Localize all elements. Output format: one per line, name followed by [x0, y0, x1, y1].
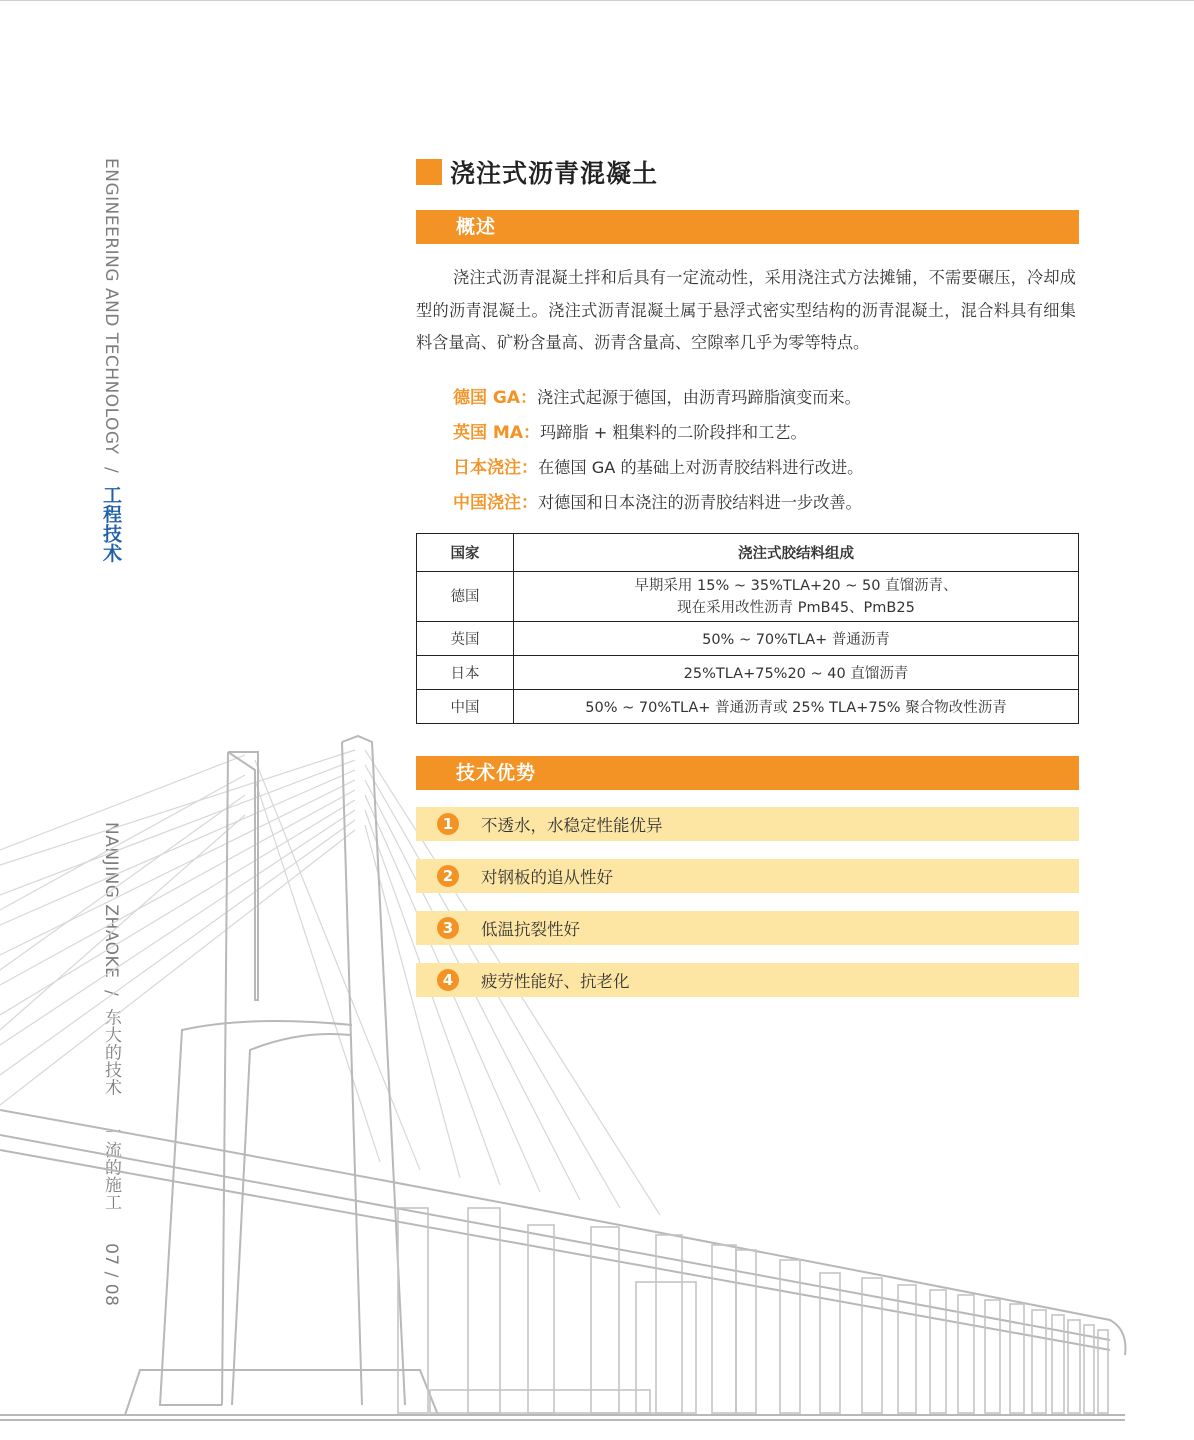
advantage-text: 对钢板的追从性好 — [481, 868, 613, 887]
composition-line: 早期采用 15% ~ 35%TLA+20 ~ 50 直馏沥青、 — [634, 577, 958, 594]
origin-text: 在德国 GA 的基础上对沥青胶结料进行改进。 — [538, 458, 864, 477]
origin-item — [453, 418, 1073, 453]
origin-text: 玛蹄脂 + 粗集料的二阶段拌和工艺。 — [540, 423, 807, 442]
origin-label: 中国浇注： — [453, 493, 538, 513]
advantage-text: 不透水，水稳定性能优异 — [481, 816, 663, 835]
table-header-row — [417, 534, 1079, 572]
table-cell-composition: 50% ~ 70%TLA+ 普通沥青或 25% TLA+75% 聚合物改性沥青 — [514, 690, 1079, 724]
title-marker-square — [416, 159, 442, 185]
table-row — [417, 656, 1079, 690]
table-row — [417, 622, 1079, 656]
origin-text: 浇注式起源于德国，由沥青玛蹄脂演变而来。 — [537, 388, 861, 407]
top-rule — [0, 0, 1194, 1]
number-circle-icon: 4 — [437, 969, 459, 991]
origin-label: 日本浇注： — [453, 458, 538, 478]
side-company-name: NANJING ZHAOKE — [101, 822, 121, 979]
composition-line: 现在采用改性沥青 PmB45、PmB25 — [677, 599, 915, 616]
origin-item — [453, 488, 1073, 523]
table-cell-country: 日本 — [417, 656, 514, 690]
binder-composition-table — [416, 533, 1079, 724]
table-cell-country: 英国 — [417, 622, 514, 656]
section-heading-overview: 概述 — [416, 210, 1079, 244]
origins-list — [453, 383, 1073, 523]
advantage-item — [416, 859, 1079, 893]
number-circle-icon: 2 — [437, 865, 459, 887]
table-header-country: 国家 — [417, 534, 514, 572]
page-number: 07 / 08 — [101, 1243, 121, 1307]
table-header-composition: 浇注式胶结料组成 — [514, 534, 1079, 572]
origin-text: 对德国和日本浇注的沥青胶结料进一步改善。 — [538, 493, 862, 512]
side-en-title: ENGINEERING AND TECHNOLOGY — [101, 158, 121, 455]
origin-item — [453, 453, 1073, 488]
side-cn-title: 工程技术 — [100, 484, 122, 563]
advantage-item — [416, 911, 1079, 945]
number-circle-icon: 1 — [437, 813, 459, 835]
origin-item — [453, 383, 1073, 418]
advantage-item — [416, 807, 1079, 841]
table-row — [417, 572, 1079, 622]
page-title: 浇注式沥青混凝土 — [450, 159, 659, 188]
table-cell-composition — [514, 572, 1079, 622]
page-title-block — [416, 157, 658, 187]
side-separator: / — [101, 990, 121, 997]
advantages-list — [416, 807, 1079, 1015]
side-section-label — [101, 158, 121, 563]
origin-label: 英国 MA： — [453, 423, 540, 443]
table-cell-composition: 25%TLA+75%20 ~ 40 直馏沥青 — [514, 656, 1079, 690]
table-row — [417, 690, 1079, 724]
side-slogan-1: 东大的技术 — [101, 1008, 121, 1096]
table-cell-country: 中国 — [417, 690, 514, 724]
number-circle-icon: 3 — [437, 917, 459, 939]
side-slogan-2: 一流的施工 — [101, 1123, 121, 1212]
advantage-text: 疲劳性能好、抗老化 — [481, 972, 630, 991]
advantage-item — [416, 963, 1079, 997]
overview-paragraph: 浇注式沥青混凝土拌和后具有一定流动性，采用浇注式方法摊铺，不需要碾压，冷却成型的沥青混凝土。浇注式沥青混凝土属于悬浮式密实型结构的沥青混凝土，混合料具有细集料含量高、矿粉含量高、沥青含量高、空隙率几乎为零等特点。 — [416, 268, 1076, 352]
origin-label: 德国 GA： — [453, 388, 538, 408]
section-heading-advantages: 技术优势 — [416, 756, 1079, 790]
table-cell-country: 德国 — [417, 572, 514, 622]
side-separator: / — [101, 466, 121, 473]
table-cell-composition: 50% ~ 70%TLA+ 普通沥青 — [514, 622, 1079, 656]
advantage-text: 低温抗裂性好 — [481, 920, 580, 939]
